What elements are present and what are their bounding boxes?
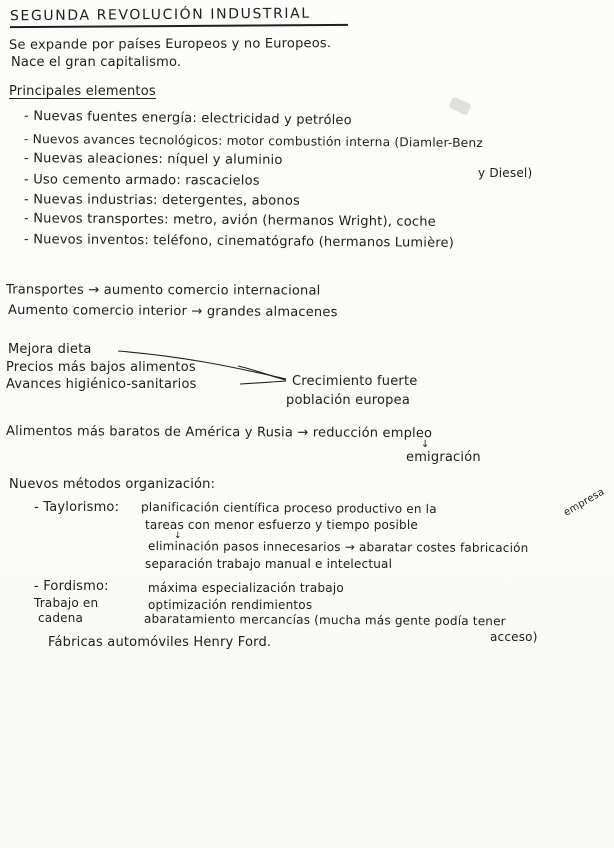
- list-item-continuation: y Diesel): [478, 166, 533, 180]
- intro-line-2: Nace el gran capitalismo.: [11, 55, 182, 70]
- fordismo-label: - Fordismo:: [34, 579, 109, 594]
- alimentos-line: Alimentos más baratos de América y Rusia → reducción empleo: [5, 423, 433, 442]
- list-item: - Nuevas industrias: detergentes, abonos: [23, 192, 301, 209]
- page-title: SEGUNDA REVOLUCIÓN INDUSTRIAL: [9, 5, 311, 25]
- taylor-item: tareas con menor esfuerzo y tiempo posible: [145, 518, 418, 532]
- list-item: - Nuevas fuentes energía: electricidad y petróleo: [23, 108, 352, 129]
- fordismo-item: abaratamiento mercancías (mucha más gente podía tener: [143, 611, 506, 629]
- taylor-item: planificación científica proceso productivo en la: [140, 499, 437, 517]
- fordismo-sub-1: Trabajo en: [34, 596, 99, 610]
- taylor-item: eliminación pasos innecesarios → abaratar costes fabricación: [147, 539, 529, 555]
- cause-dieta: Mejora dieta: [8, 342, 92, 357]
- result-poblacion: población europea: [286, 393, 410, 408]
- fordismo-item-continuation: acceso): [490, 630, 538, 644]
- down-arrow: ↓: [421, 439, 430, 450]
- fordismo-item: máxima especialización trabajo: [148, 581, 344, 595]
- result-crecimiento: Crecimiento fuerte: [292, 374, 418, 389]
- comercio-line-1: Transportes → aumento comercio internacional: [5, 282, 321, 299]
- taylor-arrow: ↓: [174, 531, 182, 541]
- comercio-line-2: Aumento comercio interior → grandes almacenes: [7, 302, 338, 321]
- list-item: - Uso cemento armado: rascacielos: [23, 172, 260, 189]
- list-item: - Nuevos inventos: teléfono, cinematógrafo (hermanos Lumière): [23, 232, 455, 251]
- section-heading-metodos: Nuevos métodos organización:: [9, 477, 216, 492]
- cause-precios: Precios más bajos alimentos: [6, 360, 196, 375]
- fordismo-sub-2: cadena: [38, 611, 84, 625]
- emigracion-label: emigración: [406, 450, 481, 465]
- intro-line-1: Se expande por países Europeos y no Europeos.: [8, 36, 332, 53]
- list-item: - Nuevos transportes: metro, avión (hermanos Wright), coche: [23, 211, 436, 230]
- section-heading-elementos: Principales elementos: [9, 84, 156, 99]
- list-item: - Nuevos avances tecnológicos: motor combustión interna (Diamler-Benz: [23, 131, 483, 151]
- taylor-item: separación trabajo manual e intelectual: [145, 557, 393, 571]
- taylorismo-label: - Taylorismo:: [34, 500, 120, 515]
- fabricas-line: Fábricas automóviles Henry Ford.: [48, 635, 272, 650]
- list-item: - Nuevas aleaciones: níquel y aluminio: [23, 151, 283, 168]
- cause-higiene: Avances higiénico-sanitarios: [6, 377, 197, 392]
- fordismo-item: optimización rendimientos: [148, 598, 313, 612]
- taylor-item-continuation: empresa: [562, 486, 607, 519]
